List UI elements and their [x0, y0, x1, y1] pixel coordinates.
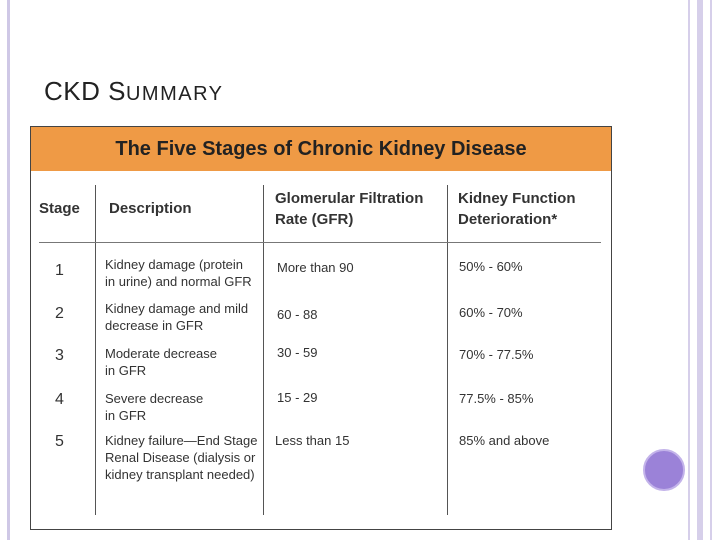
slide-title: CKD SUMMARY	[44, 76, 224, 106]
column-divider	[447, 185, 448, 515]
description-line: in GFR	[105, 363, 147, 378]
header-function-line2: Deterioration*	[458, 211, 558, 228]
function-value: 60% - 70%	[459, 305, 523, 320]
header-gfr-line1: Glomerular Filtration	[275, 190, 424, 207]
header-stage: Stage	[39, 200, 80, 217]
header-description: Description	[109, 200, 192, 217]
ckd-stages-table	[30, 126, 612, 530]
right-border-rule	[697, 0, 703, 540]
function-value: 85% and above	[459, 433, 550, 448]
description-line: Renal Disease (dialysis or	[105, 450, 256, 465]
description-line: Kidney damage (protein	[105, 257, 244, 272]
stage-number: 3	[55, 347, 64, 364]
decorative-circle	[643, 449, 685, 491]
gfr-value: 30 - 59	[277, 345, 318, 360]
description-line: in GFR	[105, 408, 147, 423]
stage-number: 1	[55, 262, 64, 279]
description-line: Kidney damage and mild	[105, 301, 249, 316]
gfr-value: 15 - 29	[277, 390, 318, 405]
description-line: kidney transplant needed)	[105, 467, 255, 482]
header-gfr-line2: Rate (GFR)	[275, 211, 354, 228]
stage-number: 5	[55, 433, 64, 450]
function-value: 70% - 77.5%	[459, 347, 534, 362]
description-line: Kidney failure—End Stage	[105, 433, 258, 448]
description-line: Severe decrease	[105, 391, 204, 406]
gfr-value: 60 - 88	[277, 307, 318, 322]
header-function-line1: Kidney Function	[458, 190, 576, 207]
right-border-rule	[710, 0, 712, 540]
stage-number: 2	[55, 305, 64, 322]
description-line: decrease in GFR	[105, 318, 204, 333]
table-title: The Five Stages of Chronic Kidney Disease	[31, 127, 611, 171]
description-line: Moderate decrease	[105, 346, 218, 361]
column-divider	[263, 185, 264, 515]
gfr-value: More than 90	[277, 260, 354, 275]
function-value: 50% - 60%	[459, 259, 523, 274]
column-divider	[95, 185, 96, 515]
header-divider	[39, 242, 601, 243]
function-value: 77.5% - 85%	[459, 391, 534, 406]
gfr-value: Less than 15	[275, 433, 350, 448]
stage-number: 4	[55, 391, 64, 408]
description-line: in urine) and normal GFR	[105, 274, 252, 289]
left-border-rule	[7, 0, 10, 540]
right-border-rule	[688, 0, 690, 540]
